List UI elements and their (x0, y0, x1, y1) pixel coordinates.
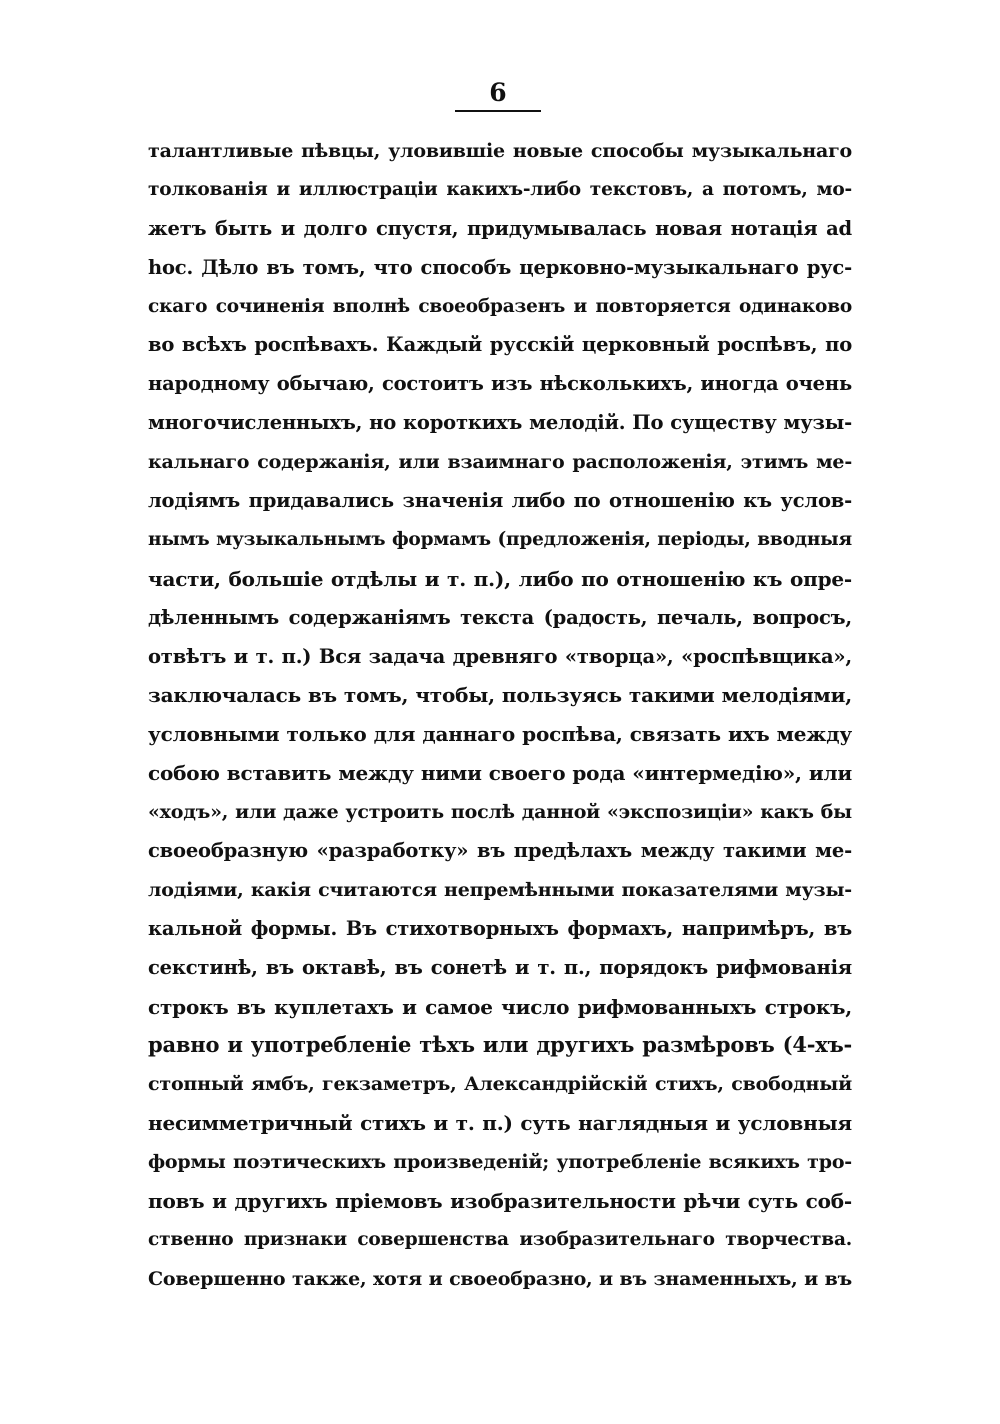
text-line: жетъ быть и долго спустя, придумывалась новая нотація ad (148, 216, 852, 240)
text-line: лодіями, какія считаются непремѣнными показателями музы- (148, 878, 852, 901)
text-line: стопный ямбъ, гекзаметръ, Александрійскій стихъ, свободный (148, 1073, 852, 1096)
text-line: формы поэтическихъ произведеній; употребленіе всякихъ тро- (148, 1151, 852, 1174)
text-line: Совершенно также, хотя и своеобразно, и въ знаменныхъ, и въ (148, 1267, 852, 1290)
text-line: части, большіе отдѣлы и т. п.), либо по отношенію къ опре- (148, 566, 852, 591)
text-line: «ходъ», или даже устроить послѣ данной «экспозиціи» какъ бы (148, 801, 852, 824)
text-line: кальнаго содержанія, или взаимнаго расположенія, этимъ ме- (148, 451, 852, 474)
text-line: дѣленнымъ содержаніямъ текста (радость, печаль, вопросъ, (148, 605, 852, 629)
text-line: секстинѣ, въ октавѣ, въ сонетѣ и т. п., порядокъ рифмованія (148, 955, 852, 979)
text-line: строкъ въ куплетахъ и самое число рифмованныхъ строкъ, (148, 994, 852, 1019)
text-line: ственно признаки совершенства изобразительнаго творчества. (148, 1228, 852, 1250)
text-line: hoc. Дѣло въ томъ, что способъ церковно-музыкальнаго рус- (148, 255, 852, 279)
text-line: собою вставить между ними своего рода «интермедію», или (148, 761, 852, 786)
page-number-rule (455, 110, 541, 112)
text-line: во всѣхъ роспѣвахъ. Каждый русскій церковный роспѣвъ, по (148, 333, 852, 357)
text-line: отвѣтъ и т. п.) Вся задача древняго «творца», «роспѣвщика», (148, 644, 852, 668)
text-line: кальной формы. Въ стихотворныхъ формахъ, напримѣръ, въ (148, 916, 852, 940)
text-line: народному обычаю, состоитъ изъ нѣсколькихъ, иногда очень (148, 372, 852, 396)
text-line: нымъ музыкальнымъ формамъ (предложенія, періоды, вводныя (148, 528, 852, 550)
text-line: равно и употребленіе тѣхъ или другихъ размѣровъ (4-хъ- (148, 1032, 852, 1058)
body-text (148, 132, 852, 1299)
text-line: многочисленныхъ, но короткихъ мелодій. По существу музы- (148, 411, 852, 435)
text-line: своеобразную «разработку» въ предѣлахъ между такими ме- (148, 839, 852, 863)
text-line: несимметричный стихъ и т. п.) суть наглядныя и условныя (148, 1111, 852, 1136)
text-line: скаго сочиненія вполнѣ своеобразенъ и повторяется одинаково (148, 295, 852, 317)
text-line: заключалась въ томъ, чтобы, пользуясь такими мелодіями, (148, 683, 852, 708)
text-line: повъ и другихъ пріемовъ изобразительности рѣчи суть соб- (148, 1189, 852, 1214)
text-line: лодіямъ придавались значенія либо по отношенію къ услов- (148, 489, 852, 513)
text-line: толкованія и иллюстраціи какихъ-либо текстовъ, а потомъ, мо- (148, 178, 852, 200)
text-line: талантливые пѣвцы, уловившіе новые способы музыкальнаго (148, 140, 852, 162)
page-number: 6 (489, 78, 507, 107)
text-line: условными только для даннаго роспѣва, связать ихъ между (148, 722, 852, 747)
